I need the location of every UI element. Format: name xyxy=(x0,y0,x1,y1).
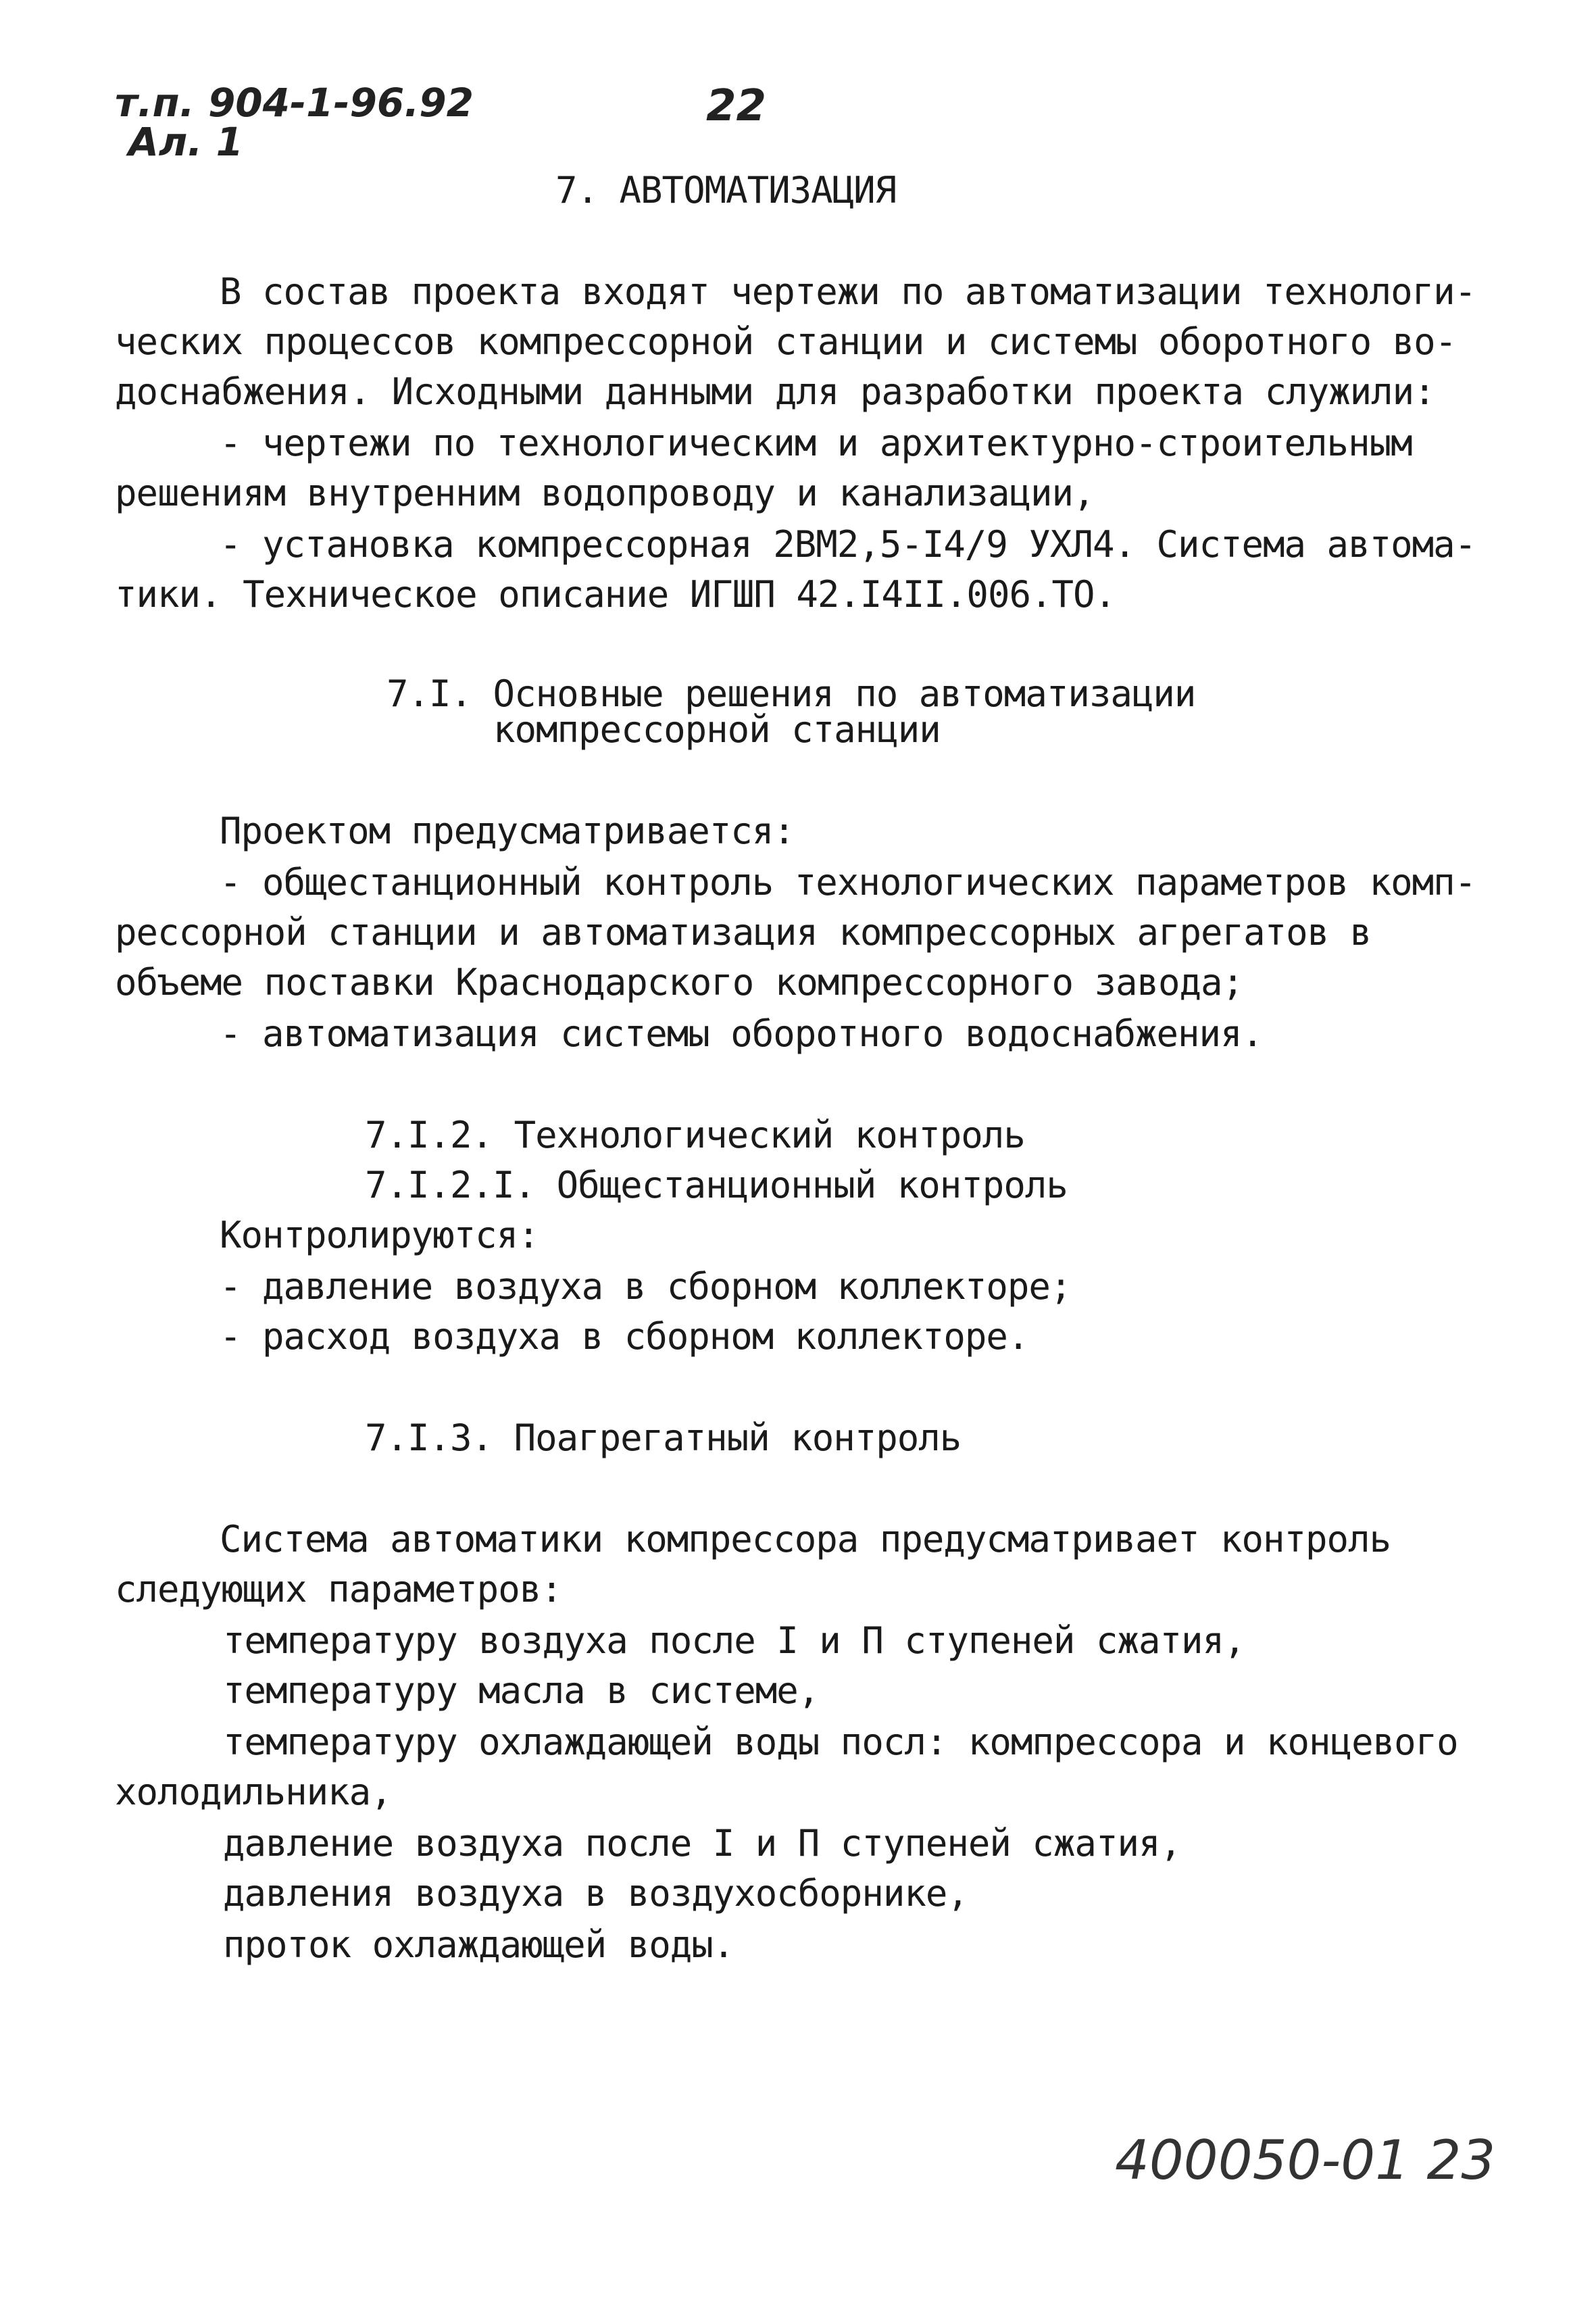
unit-control-line-2: следующих параметров: xyxy=(115,1568,562,1610)
control-item-1: - давление воздуха в сборном коллекторе; xyxy=(220,1265,1072,1308)
control-item-2: - расход воздуха в сборном коллекторе. xyxy=(220,1315,1029,1358)
control-title: 7.I.2. Технологический контроль xyxy=(365,1114,1025,1156)
page-number: 22 xyxy=(706,81,767,131)
unit-control-title: 7.I.3. Поагрегатный контроль xyxy=(365,1417,962,1459)
intro-line-6: - установка компрессорная 2ВМ2,5-I4/9 УХЛ4. Система автома- xyxy=(220,523,1476,566)
station-control-title: 7.I.2.I. Общестанционный контроль xyxy=(365,1164,1068,1206)
intro-line-1: В состав проекта входят чертежи по автоматизации технологи- xyxy=(220,270,1476,313)
unit-control-line-9: проток охлаждающей воды. xyxy=(223,1923,734,1966)
section-title: 7. АВТОМАТИЗАЦИЯ xyxy=(555,169,897,212)
unit-control-line-4: температуру масла в системе, xyxy=(223,1669,820,1712)
unit-control-line-7: давление воздуха после I и П ступеней сжатия, xyxy=(223,1822,1181,1865)
unit-control-line-6: холодильника, xyxy=(115,1771,392,1813)
unit-control-line-5: температуру охлаждающей воды посл: компрессора и концевого xyxy=(223,1721,1458,1763)
unit-control-line-1: Система автоматики компрессора предусматривает контроль xyxy=(220,1518,1391,1560)
controlled-label: Контролируются: xyxy=(220,1214,539,1256)
intro-line-7: тики. Техническое описание ИГШП 42.I4II.006.ТО. xyxy=(115,573,1116,616)
provisions-line-4: объеме поставки Краснодарского компрессорного завода; xyxy=(115,961,1244,1004)
intro-line-4: - чертежи по технологическим и архитектурно-строительным xyxy=(220,422,1412,464)
provisions-line-5: - автоматизация системы оборотного водоснабжения. xyxy=(220,1012,1264,1055)
unit-control-line-3: температуру воздуха после I и П ступеней сжатия, xyxy=(223,1619,1245,1662)
intro-line-2: ческих процессов компрессорной станции и системы оборотного во- xyxy=(115,320,1457,363)
subsection-title-line-2: компрессорной станции xyxy=(493,708,941,751)
album-number: Ал. 1 xyxy=(128,119,243,165)
provisions-line-1: Проектом предусматривается: xyxy=(220,810,795,852)
subsection-title-line-1: 7.I. Основные решения по автоматизации xyxy=(386,672,1196,715)
provisions-line-3: рессорной станции и автоматизация компрессорных агрегатов в xyxy=(115,911,1372,954)
doc-code: т.п. 904-1-96.92 xyxy=(115,80,474,126)
provisions-line-2: - общестанционный контроль технологических параметров комп- xyxy=(220,861,1476,904)
intro-line-3: доснабжения. Исходными данными для разработки проекта служили: xyxy=(115,370,1435,413)
footer-stamp: 400050-01 23 xyxy=(1115,2129,1496,2192)
unit-control-line-8: давления воздуха в воздухосборнике, xyxy=(223,1872,968,1915)
intro-line-5: решениям внутренним водопроводу и канализации, xyxy=(115,472,1095,514)
